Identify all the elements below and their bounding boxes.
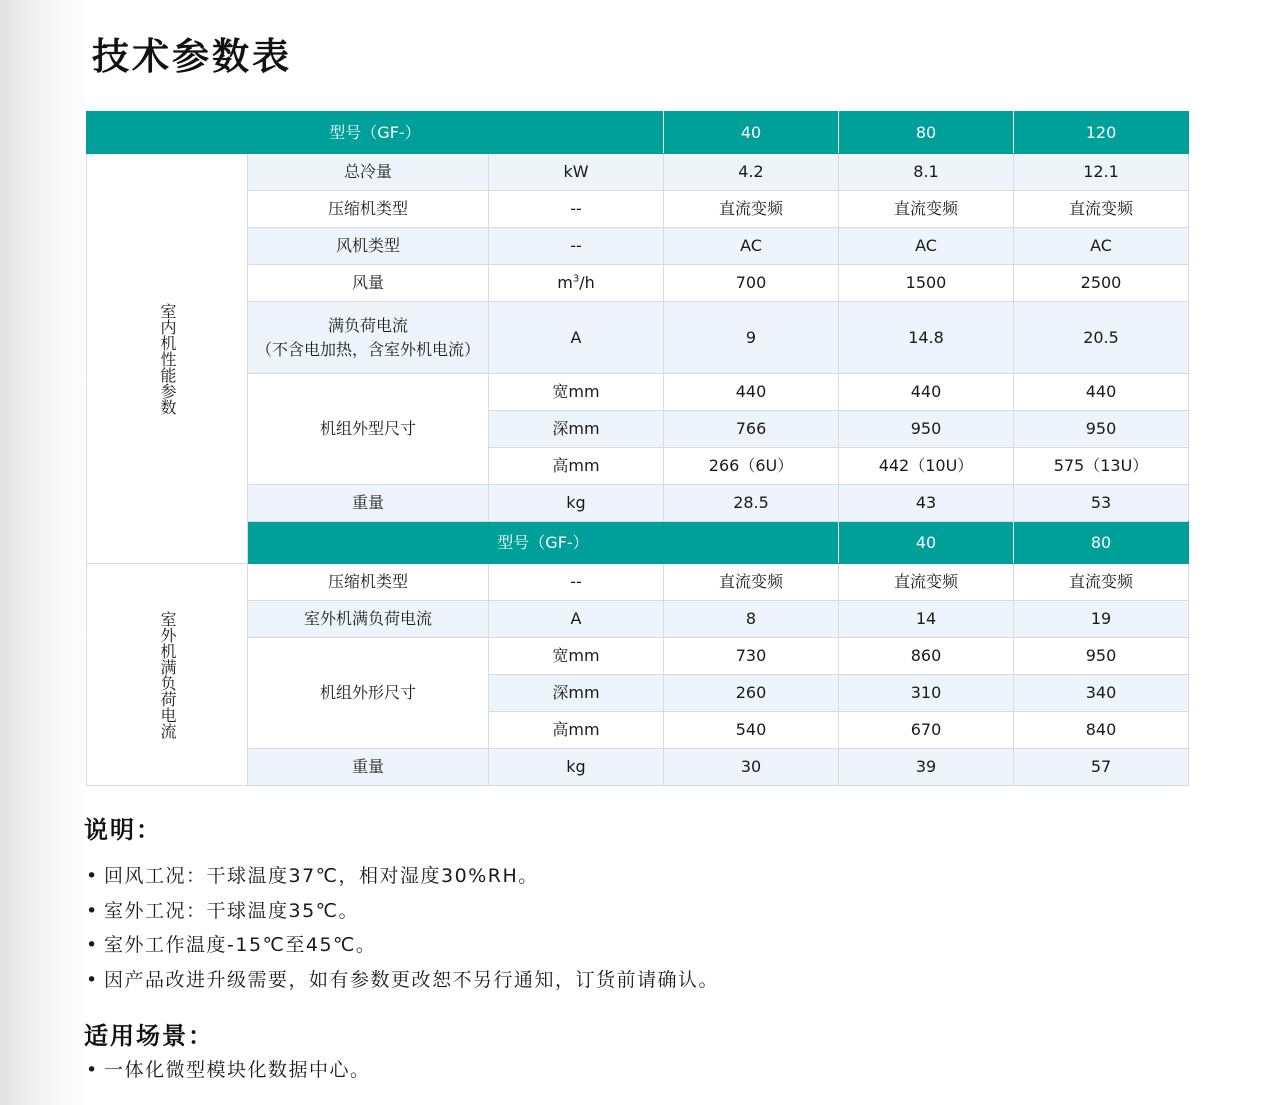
table-row (87, 191, 1189, 228)
list-item (86, 894, 719, 929)
param-cell: 风量 (248, 265, 489, 302)
value-cell: 直流变频 (664, 564, 839, 601)
model-label: 型号（GF-） (248, 522, 839, 564)
bullet: • (86, 865, 99, 887)
value-cell: 860 (839, 638, 1014, 675)
value-cell: 766 (664, 411, 839, 448)
note-text: 室外工作温度-15℃至45℃。 (104, 934, 377, 956)
table-row (87, 638, 1189, 675)
value-cell: 442（10U） (839, 448, 1014, 485)
param-cell: 重量 (248, 749, 489, 786)
scenario-list (86, 1053, 371, 1088)
model-80: 80 (839, 112, 1014, 154)
table-row (87, 154, 1189, 191)
value-cell: 直流变频 (1014, 191, 1189, 228)
unit-cell: 宽mm (489, 638, 664, 675)
value-cell: 1500 (839, 265, 1014, 302)
outdoor-group-label: 室外机满负荷电流 (87, 564, 248, 786)
table-row (87, 485, 1189, 522)
value-cell: 8.1 (839, 154, 1014, 191)
value-cell: 540 (664, 712, 839, 749)
value-cell: 28.5 (664, 485, 839, 522)
unit-cell: kW (489, 154, 664, 191)
value-cell: 575（13U） (1014, 448, 1189, 485)
bullet: • (86, 934, 99, 956)
unit-sup: 3 (572, 273, 580, 285)
scenario-text: 一体化微型模块化数据中心。 (104, 1059, 371, 1081)
bullet: • (86, 1059, 99, 1081)
value-cell: 19 (1014, 601, 1189, 638)
unit-base: m (557, 273, 573, 292)
outdoor-header-row: 型号（GF-） 40 80 120 (87, 522, 1189, 564)
model-80: 80 (1014, 522, 1189, 564)
value-cell: 直流变频 (1014, 564, 1189, 601)
table-row (87, 374, 1189, 411)
value-cell: 直流变频 (664, 191, 839, 228)
value-cell: 700 (664, 265, 839, 302)
unit-cell: A (489, 302, 664, 374)
param-line2: （不含电加热，含室外机电流） (255, 339, 480, 359)
value-cell: 直流变频 (839, 564, 1014, 601)
unit-cell: 高mm (489, 448, 664, 485)
value-cell: 53 (1014, 485, 1189, 522)
value-cell: 2500 (1014, 265, 1189, 302)
value-cell: 260 (664, 675, 839, 712)
table-row (87, 564, 1189, 601)
value-cell: 440 (1014, 374, 1189, 411)
note-text: 因产品改进升级需要，如有参数更改恕不另行通知，订货前请确认。 (104, 968, 720, 991)
unit-cell: kg (489, 749, 664, 786)
param-cell: 风机类型 (248, 228, 489, 265)
unit-cell: 宽mm (489, 374, 664, 411)
table-row (87, 601, 1189, 638)
value-cell: AC (664, 228, 839, 265)
unit-cell: A (489, 601, 664, 638)
value-cell: 4.2 (664, 154, 839, 191)
value-cell: 57 (1014, 749, 1189, 786)
table-row (87, 302, 1189, 374)
value-cell: 340 (1014, 675, 1189, 712)
value-cell: 8 (664, 601, 839, 638)
value-cell: 14.8 (839, 302, 1014, 374)
dimension-label: 机组外形尺寸 (248, 638, 489, 749)
notes-title: 说明： (84, 816, 162, 844)
model-40: 40 (664, 112, 839, 154)
model-label: 型号（GF-） (87, 112, 664, 154)
value-cell: 950 (839, 411, 1014, 448)
notes-list (86, 859, 719, 997)
value-cell: 直流变频 (839, 191, 1014, 228)
bullet: • (86, 968, 99, 991)
note-text: 回风工况：干球温度37℃，相对湿度30%RH。 (104, 865, 539, 887)
table-row (87, 265, 1189, 302)
unit-cell: -- (489, 564, 664, 601)
value-cell: 39 (839, 749, 1014, 786)
table-row (87, 749, 1189, 786)
param-cell (248, 302, 489, 374)
indoor-header-row (87, 112, 1189, 154)
value-cell: 670 (839, 712, 1014, 749)
param-cell: 压缩机类型 (248, 564, 489, 601)
model-120: 120 (1014, 112, 1189, 154)
list-item (86, 928, 719, 963)
param-cell: 压缩机类型 (248, 191, 489, 228)
unit-cell: -- (489, 228, 664, 265)
value-cell: 950 (1014, 411, 1189, 448)
value-cell: 440 (839, 374, 1014, 411)
value-cell: 440 (664, 374, 839, 411)
list-item (86, 859, 719, 894)
value-cell: 14 (839, 601, 1014, 638)
value-cell: 730 (664, 638, 839, 675)
unit-cell: kg (489, 485, 664, 522)
indoor-group-label: 室内机性能参数 (87, 154, 248, 564)
unit-cell: 深mm (489, 411, 664, 448)
model-40: 40 (839, 522, 1014, 564)
param-line1: 满负荷电流 (327, 315, 408, 335)
table-row (87, 228, 1189, 265)
value-cell: 9 (664, 302, 839, 374)
value-cell: AC (1014, 228, 1189, 265)
value-cell: 43 (839, 485, 1014, 522)
spec-table (86, 111, 1220, 786)
scenario-title: 适用场景： (84, 1022, 214, 1050)
value-cell: 12.1 (1014, 154, 1189, 191)
unit-cell: 深mm (489, 675, 664, 712)
page-title: 技术参数表 (92, 35, 292, 78)
value-cell: 840 (1014, 712, 1189, 749)
list-item (86, 963, 719, 998)
unit-cell: -- (489, 191, 664, 228)
value-cell: 310 (839, 675, 1014, 712)
unit-tail: /h (579, 273, 595, 292)
param-cell: 重量 (248, 485, 489, 522)
value-cell: 30 (664, 749, 839, 786)
unit-cell: 高mm (489, 712, 664, 749)
value-cell: 20.5 (1014, 302, 1189, 374)
value-cell: AC (839, 228, 1014, 265)
dimension-label: 机组外型尺寸 (248, 374, 489, 485)
value-cell: 266（6U） (664, 448, 839, 485)
note-text: 室外工况：干球温度35℃。 (104, 899, 360, 922)
value-cell: 950 (1014, 638, 1189, 675)
list-item (86, 1053, 371, 1088)
param-cell: 室外机满负荷电流 (248, 601, 489, 638)
unit-cell (489, 265, 664, 302)
bullet: • (86, 899, 99, 922)
param-cell: 总冷量 (248, 154, 489, 191)
